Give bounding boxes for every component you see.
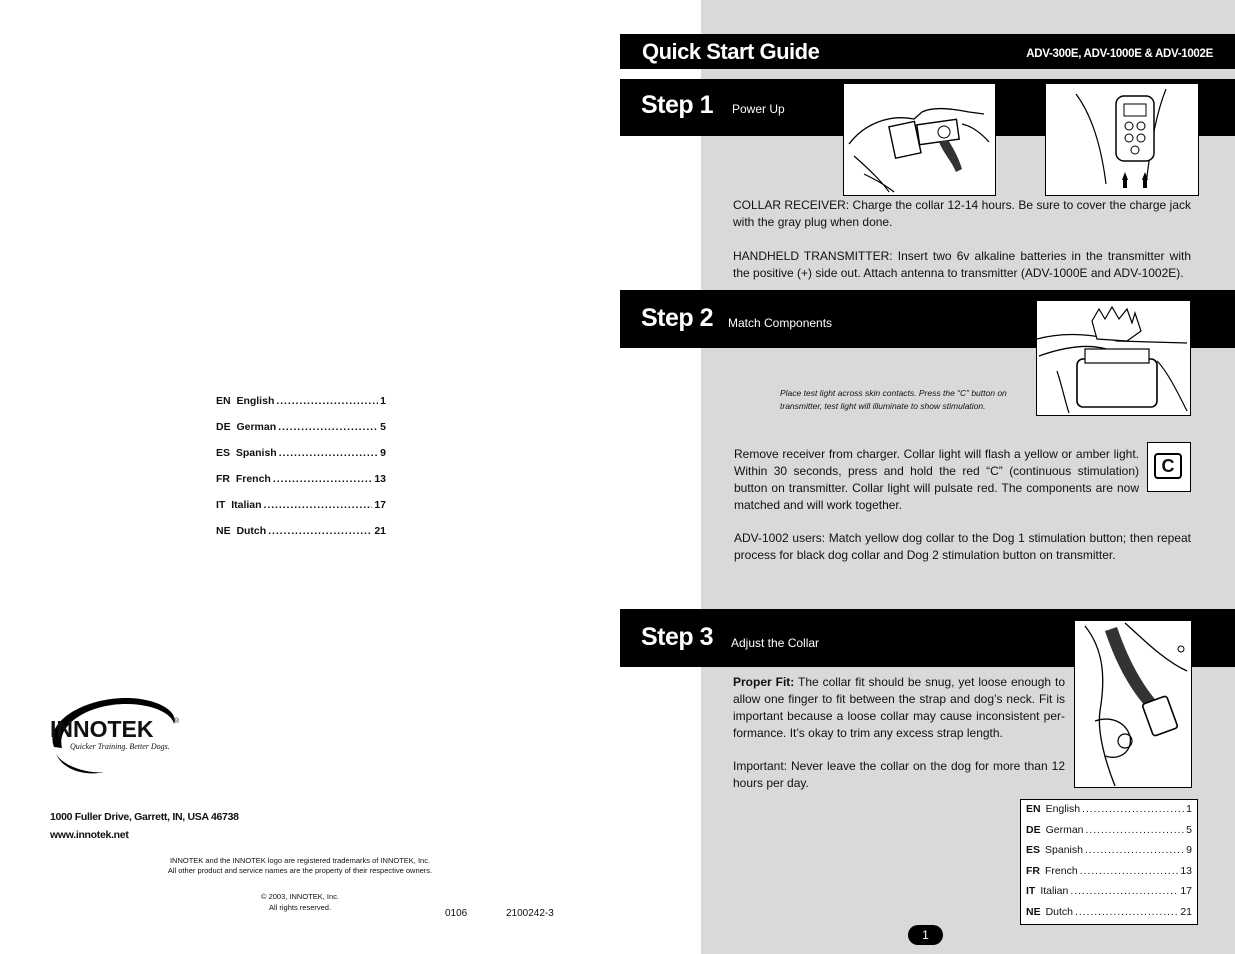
toc-code: EN (216, 395, 231, 407)
toc-code: FR (216, 473, 230, 485)
transmitter-battery-illustration (1045, 83, 1199, 196)
test-light-illustration (1036, 300, 1191, 416)
step2-adv1002-paragraph: ADV-1002 users: Match yellow dog collar to the Dog 1 stimulation button; then repeat process for black dog collar and Dog 2 stimulation button on transmitter. (734, 531, 1191, 562)
toc-label: English (1045, 803, 1081, 815)
page-number: 1 (908, 925, 943, 945)
toc-page: 9 (1186, 844, 1192, 856)
toc-label: Spanish (1045, 844, 1083, 856)
toc-box-entry-de (1026, 824, 1192, 836)
toc-page: 13 (374, 473, 386, 485)
toc-page: 21 (374, 525, 386, 537)
toc-box-entry-es (1026, 844, 1192, 856)
copyright-line: © 2003, INNOTEK, Inc. (260, 892, 340, 901)
toc-label: Dutch (1045, 906, 1074, 918)
header-bar (620, 34, 1235, 69)
innotek-logo (44, 692, 194, 778)
trademark-line: INNOTEK and the INNOTEK logo are registered trademarks of INNOTEK, Inc. (169, 856, 431, 865)
test-light-icon (1037, 301, 1189, 414)
c-button-icon (1147, 442, 1191, 492)
step1-transmitter-paragraph: HANDHELD TRANSMITTER: Insert two 6v alkaline batteries in the transmitter with the positive (+) side out. Attach antenna to transmitter (ADV-1000E and ADV-1002E). (733, 249, 1191, 280)
toc-entry-es (216, 447, 386, 459)
step1-title: Step 1 (641, 91, 714, 119)
step2-title: Step 2 (641, 304, 714, 332)
step1-collar-paragraph: COLLAR RECEIVER: Charge the collar 12-14 hours. Be sure to cover the charge jack with the gray plug when done. (733, 198, 1191, 229)
toc-box-entry-ne (1026, 906, 1192, 918)
toc-label: German (1045, 824, 1084, 836)
trademark-notice (120, 856, 480, 876)
trademark-line: All other product and service names are the property of their respective owners. (167, 866, 433, 875)
charging-hand-icon (844, 84, 994, 194)
toc-code: ES (216, 447, 231, 459)
toc-box-entry-it (1026, 885, 1192, 897)
toc-label: Spanish (235, 447, 277, 459)
step2-match-paragraph: Remove receiver from charger. Collar light will flash a yellow or amber light. Within 30 seconds, press and hold the red “C” (continuous stimulation) button on transmitter. Collar light will pulsate red. The components are now matched and will work together. (734, 447, 1139, 512)
collar-charging-illustration (843, 83, 996, 196)
toc-code: IT (1026, 885, 1036, 897)
step3-proper-fit-paragraph (733, 674, 1065, 742)
print-code: 0106 (445, 908, 468, 919)
toc-entry-en (216, 395, 386, 407)
toc-code: DE (1026, 824, 1041, 836)
toc-page: 1 (1186, 803, 1192, 815)
toc-code: FR (1026, 865, 1040, 877)
toc-page: 21 (1180, 906, 1192, 918)
toc-page: 9 (380, 447, 386, 459)
c-button-letter: C (1154, 453, 1182, 479)
logo-tagline: Quicker Training. Better Dogs. (70, 742, 170, 751)
copyright-notice (200, 891, 400, 913)
toc-page: 5 (380, 421, 386, 433)
toc-box-entry-fr (1026, 865, 1192, 877)
toc-label: German (236, 421, 277, 433)
toc-entry-ne (216, 525, 386, 537)
toc-code: NE (216, 525, 231, 537)
toc-code: IT (216, 499, 226, 511)
step2-subtitle: Match Components (728, 316, 833, 330)
step1-subtitle: Power Up (732, 102, 785, 116)
page-title: Quick Start Guide (642, 39, 820, 64)
toc-box-entry-en (1026, 803, 1192, 815)
toc-entry-de (216, 421, 386, 433)
address: 1000 Fuller Drive, Garrett, IN, USA 46738 (50, 811, 239, 823)
rights-line: All rights reserved. (268, 903, 332, 912)
toc-label: English (236, 395, 275, 407)
proper-fit-label: Proper Fit: (733, 675, 795, 689)
model-numbers: ADV-300E, ADV-1000E & ADV-1002E (1026, 48, 1213, 60)
toc-page: 17 (374, 499, 386, 511)
toc-label: Italian (1040, 885, 1069, 897)
step3-subtitle: Adjust the Collar (731, 636, 820, 650)
toc-code: NE (1026, 906, 1041, 918)
logo-brand: INNOTEK (50, 716, 154, 742)
step2-caption: Place test light across skin contacts. Press the “C” button on transmitter, test light will illuminate to show stimulation. (780, 388, 1007, 411)
toc-code: EN (1026, 803, 1041, 815)
toc-page: 5 (1186, 824, 1192, 836)
toc-page: 1 (380, 395, 386, 407)
website-link[interactable]: www.innotek.net (50, 829, 129, 841)
toc-label: French (235, 473, 271, 485)
toc-page: 17 (1180, 885, 1192, 897)
proper-fit-text: The collar fit should be snug, yet loose enough to allow one finger to fit between the strap and dog’s neck. Fit is important because a loose collar may cause inconsistent per-formance. It’s okay to trim any excess strap length. (733, 675, 1065, 740)
toc-label: Dutch (236, 525, 267, 537)
step3-title: Step 3 (641, 623, 714, 651)
transmitter-icon (1046, 84, 1196, 194)
step3-important-paragraph: Important: Never leave the collar on the dog for more than 12 hours per day. (733, 759, 1065, 790)
toc-code: ES (1026, 844, 1041, 856)
dog-neck-collar-icon (1075, 621, 1190, 786)
logo-registered-mark: ® (174, 718, 180, 725)
part-number: 2100242-3 (506, 908, 554, 919)
toc-code: DE (216, 421, 231, 433)
toc-entry-fr (216, 473, 386, 485)
collar-fit-illustration (1074, 620, 1192, 788)
toc-page: 13 (1180, 865, 1192, 877)
toc-label: Italian (231, 499, 262, 511)
toc-box (1020, 799, 1198, 925)
toc-label: French (1045, 865, 1078, 877)
toc-entry-it (216, 499, 386, 511)
